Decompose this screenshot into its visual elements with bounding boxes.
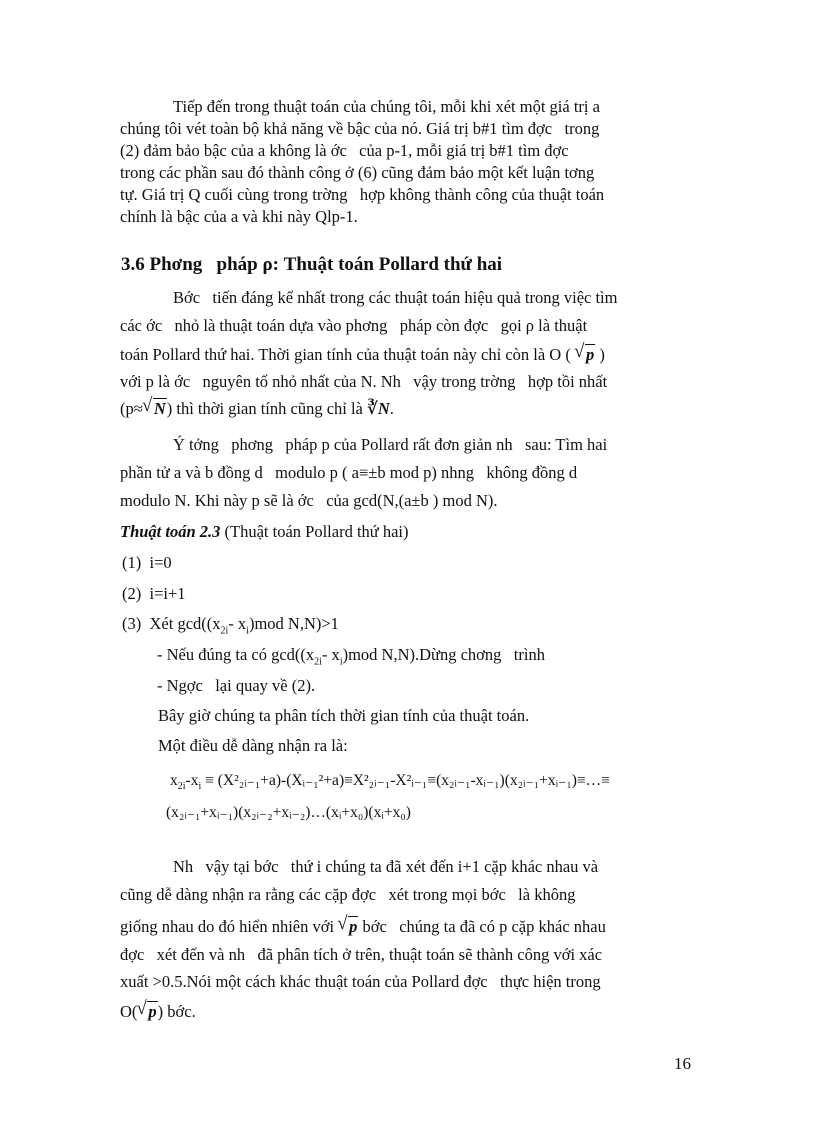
paragraph2-line5-end: . [389, 399, 394, 418]
step3-end: )mod N,N)>1 [248, 614, 339, 633]
step3-text: (3) Xét gcd((x [122, 614, 221, 633]
algorithm-subtitle: (Thuật toán Pollard thứ hai) [220, 522, 409, 541]
algorithm-title: Thuật toán 2.3 [120, 522, 221, 541]
paragraph1-line3: (2) đảm bảo bậc của a không là ớc của p-1, mỗi giá trị b#1 tìm đợc [120, 141, 569, 160]
algorithm-step-2: (2) i=i+1 [122, 584, 186, 603]
substep1-sub-2i: 2i [314, 656, 322, 668]
paragraph2-line4: với p là ớc nguyên tố nhỏ nhất của N. Nh vậy trong trờng hợp tồi nhất [120, 372, 608, 391]
paragraph4-line3-text: giống nhau do đó hiển nhiên với [120, 917, 339, 936]
paragraph4-line6-end: ) bớc. [157, 1002, 196, 1021]
paragraph3-line2: phần tử a và b đồng d modulo p ( a≡±b mod p) nhng không đồng d [120, 463, 578, 482]
step3-minus-x: - x [228, 614, 247, 633]
step3-sub-2i: 2i [220, 625, 229, 637]
algorithm-substep-1 [157, 644, 545, 673]
paragraph4-line6 [120, 1001, 196, 1023]
analysis-line1: Bây giờ chúng ta phân tích thời gian tính của thuật toán. [158, 706, 530, 725]
formula-x: x [170, 772, 178, 789]
paragraph1-line1: Tiếp đến trong thuật toán của chúng tôi, mỗi khi xét một giá trị a [173, 97, 600, 116]
algorithm-step-3 [122, 613, 339, 642]
paragraph2-line2: các ớc nhỏ là thuật toán dựa vào phơng pháp còn đợc gọi ρ là thuật [120, 316, 588, 335]
paragraph1-line5: tự. Giá trị Q cuối cùng trong trờng hợp không thành công của thuật toán [120, 185, 605, 204]
analysis-line2: Một điều dễ dàng nhận ra là: [158, 736, 348, 755]
formula-line1 [170, 770, 610, 798]
paragraph2-line5-open: (p≈ [120, 399, 143, 418]
paragraph4-line3 [120, 916, 606, 938]
substep1-end: )mod N,N).Dừng chơng trình [342, 645, 545, 664]
paragraph2-line3-text: toán Pollard thứ hai. Thời gian tính của thuật toán này chỉ còn là O ( [120, 345, 571, 364]
paragraph4-line3-end: bớc chúng ta đã có p cặp khác nhau [358, 917, 606, 936]
paragraph3-line3: modulo N. Khi này p sẽ là ớc của gcd(N,(a±b ) mod N). [120, 491, 498, 510]
paragraph1-line4: trong các phần sau đó thành công ở (6) cũng đảm bảo một kết luận tơng [120, 163, 595, 182]
formula-line2: (x₂ᵢ₋₁+xᵢ₋₁)(x₂ᵢ₋₂+xᵢ₋₂)…(xᵢ+x₀)(xᵢ+x₀) [166, 804, 411, 821]
algorithm-step-1: (1) i=0 [122, 553, 172, 572]
page-number: 16 [674, 1054, 691, 1073]
paragraph2-line3 [120, 344, 605, 366]
formula-minus-x: -x [185, 772, 199, 789]
sqrt-p [137, 1001, 157, 1023]
algorithm-substep-2: - Ngợc lại quay về (2). [157, 676, 316, 695]
paragraph4-line1: Nh vậy tại bớc thứ i chúng ta đã xét đến i+1 cặp khác nhau và [173, 857, 599, 876]
formula-sub-i: i [198, 781, 202, 793]
paragraph2-line5-mid: ) thì thời gian tính cũng chỉ là [166, 399, 368, 418]
paragraph3-line1: Ý tởng phơng pháp p của Pollard rất đơn giản nh sau: Tìm hai [173, 435, 608, 454]
paragraph2-line5 [120, 398, 394, 420]
formula-rest: ≡ (X²₂ᵢ₋₁+a)-(Xᵢ₋₁²+a)≡X²₂ᵢ₋₁-X²ᵢ₋₁≡(x₂ᵢ₋₁-xᵢ₋₁)(x₂ᵢ₋₁+xᵢ₋₁)≡…≡ [201, 772, 610, 789]
sqrt-radicand: p [349, 917, 358, 936]
algorithm-heading [120, 521, 409, 543]
paragraph1-line6: chính là bậc của a và khi này Qlp-1. [120, 207, 358, 226]
sqrt-radicand: p [148, 1002, 157, 1021]
formula-sub-2i: 2i [177, 781, 186, 793]
paragraph2-line1: Bớc tiến đáng kể nhất trong các thuật toán hiệu quả trong việc tìm [173, 288, 618, 307]
substep1-minus-x: - x [321, 645, 340, 664]
step3-sub-i: i [246, 625, 249, 637]
sqrt-p [575, 344, 595, 366]
paragraph4-line5: xuất >0.5.Nói một cách khác thuật toán của Pollard đợc thực hiện trong [120, 972, 601, 991]
substep1-text: - Nếu đúng ta có gcd((x [157, 645, 315, 664]
paragraph4-line6-open: O( [120, 1002, 138, 1021]
paragraph1-line2: chúng tôi vét toàn bộ khả năng về bậc của nó. Giá trị b#1 tìm đợc trong [120, 119, 600, 138]
substep1-sub-i: i [339, 656, 343, 668]
paragraph2-line3-close: ) [599, 345, 605, 364]
cube-root-n: ∛N [367, 399, 390, 418]
sqrt-n [143, 398, 167, 420]
sqrt-radicand: N [153, 399, 166, 418]
sqrt-radicand: p [585, 345, 595, 364]
paragraph4-line2: cũng dễ dàng nhận ra rằng các cặp đợc xét trong mọi bớc là không [120, 885, 576, 904]
paragraph4-line4: đợc xét đến và nh đã phân tích ở trên, thuật toán sẽ thành công với xác [120, 945, 603, 964]
section-heading: 3.6 Phơng pháp ρ: Thuật toán Pollard thứ hai [121, 254, 503, 275]
sqrt-p [338, 916, 358, 938]
